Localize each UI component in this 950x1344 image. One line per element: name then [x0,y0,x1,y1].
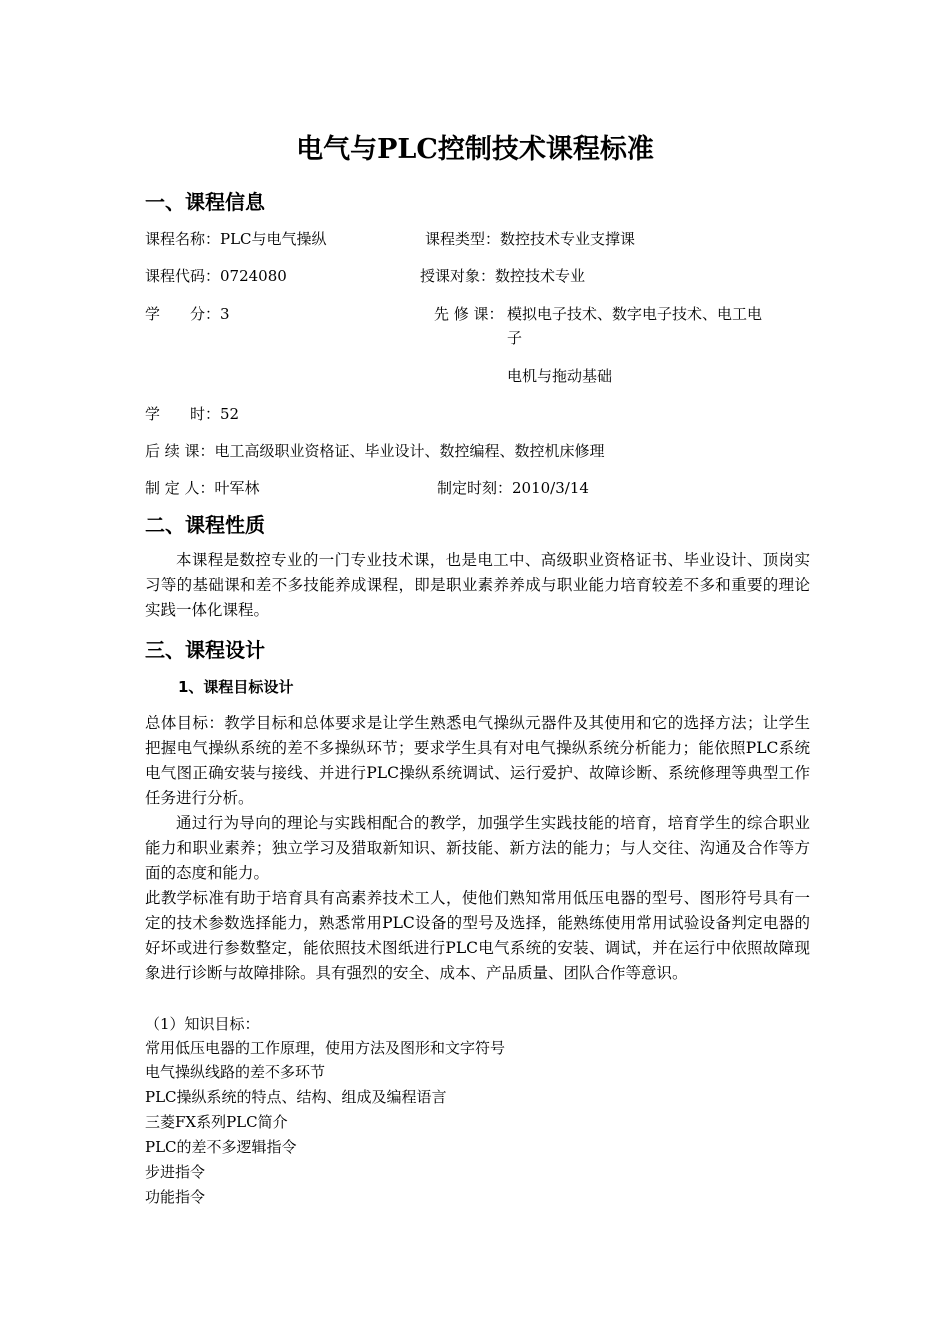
knowledge-item: 常用低压电器的工作原理，使用方法及图形和文字符号 [145,1039,506,1057]
knowledge-goal-label: （1）知识目标： [145,1015,260,1033]
knowledge-item: 电气操纵线路的差不多环节 [145,1063,326,1081]
course-audience: 授课对象：数控技术专业 [420,267,586,285]
prerequisite-line-2: 子 [507,329,523,347]
prerequisite-label: 先 修 课： [434,305,504,323]
knowledge-item: PLC的差不多逻辑指令 [145,1138,297,1156]
course-type: 课程类型：数控技术专业支撑课 [425,230,636,248]
knowledge-item: 三菱FX系列PLC简介 [145,1113,288,1131]
document-title: 电气与PLC控制技术课程标准 [296,134,654,165]
teaching-method-paragraph: 通过行为导向的理论与实践相配合的教学，加强学生实践技能的培育，培育学生的综合职业能力和职业素养；独立学习及猎取新知识、新技能、新方法的能力；与人交往、沟通及合作等方面的态度和能力。 [145,814,810,882]
standard-paragraph: 此教学标准有助于培育具有高素养技术工人，使他们熟知常用低压电器的型号、图形符号具有一定的技术参数选择能力，熟悉常用PLC设备的型号及选择，能熟练使用常用试验设备判定电器的好坏或进行参数整定，能依照技术图纸进行PLC电气系统的安装、调试，并在运行中依照故障现象进行诊断与故障排除。具有强烈的安全、成本、产品质量、团队合作等意识。 [145,889,810,982]
prerequisite-line-1: 模拟电子技术、数字电子技术、电工电 [507,305,763,323]
course-author: 制 定 人：叶军林 [145,479,260,497]
knowledge-item: 功能指令 [145,1188,206,1206]
course-hours: 学 时：52 [145,405,240,423]
section-heading-nature: 二、课程性质 [145,513,265,537]
knowledge-item: PLC操纵系统的特点、结构、组成及编程语言 [145,1088,447,1106]
course-name: 课程名称：PLC与电气操纵 [145,230,327,248]
overall-goal-paragraph: 总体目标：教学目标和总体要求是让学生熟悉电气操纵元器件及其使用和它的选择方法；让学生把握电气操纵系统的差不多操纵环节；要求学生具有对电气操纵系统分析能力；能依照PLC系统电气图正确安装与接线、并进行PLC操纵系统调试、运行爱护、故障诊断、系统修理等典型工作任务进行分析。 [145,714,810,807]
course-date: 制定时刻：2010/3/14 [437,479,589,497]
section-heading-info: 一、课程信息 [145,190,265,214]
prerequisite-line-3: 电机与拖动基础 [507,367,613,385]
section-heading-design: 三、课程设计 [145,638,265,662]
nature-paragraph: 本课程是数控专业的一门专业技术课，也是电工中、高级职业资格证书、毕业设计、顶岗实习等的基础课和差不多技能养成课程，即是职业素养养成与职业能力培育较差不多和重要的理论实践一体化课程。 [145,551,810,619]
course-credit: 学 分：3 [145,305,230,323]
course-code: 课程代码：0724080 [145,267,287,285]
subheading-goal-design: 1、课程目标设计 [178,678,294,696]
followup-courses: 后 续 课：电工高级职业资格证、毕业设计、数控编程、数控机床修理 [145,442,605,460]
knowledge-item: 步进指令 [145,1163,206,1181]
